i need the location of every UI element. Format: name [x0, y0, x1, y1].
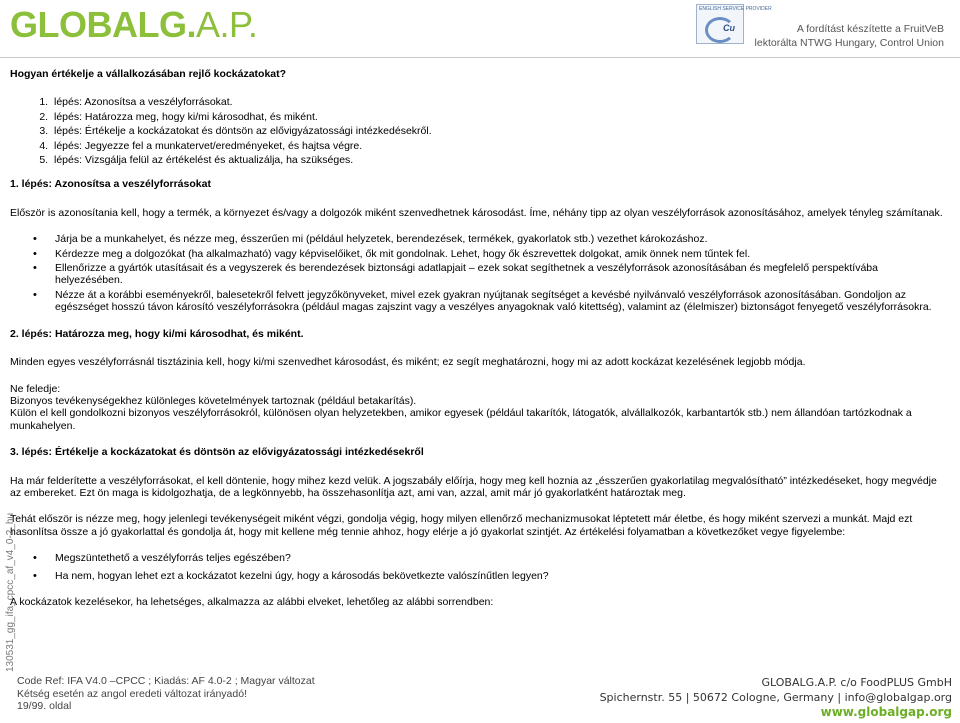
page-header [0, 0, 960, 56]
note-label: Ne feledje: [10, 382, 61, 395]
section3-paragraph: A kockázatok kezelésekor, ha lehetséges, alkalmazza az alábbi elveket, lehetőleg az alábbi sorrendben: [10, 595, 494, 608]
bullet-item: • Ha nem, hogyan lehet ezt a kockázatot kezelni úgy, hogy a károsodás bekövetkezte valószínűtlen legyen? [55, 570, 946, 582]
steps-list [10, 96, 946, 166]
section2-paragraph: Minden egyes veszélyforrásnál tisztázinia kell, hogy ki/mi szenvedhet károsodást, és miként; ez segít meghatározni, hogy mi az adott kockázat kezelésének legjobb módja. [10, 356, 806, 369]
translated-by: A fordítást készítette a FruitVeB [796, 23, 944, 35]
footer-right [600, 675, 952, 720]
section3-bullets [10, 552, 946, 582]
control-union-seal [696, 4, 772, 44]
footer-address: Spichernstr. 55 | 50672 Cologne, Germany | info@globalgap.org [599, 691, 952, 704]
note-line: Külön el kell gondolkozni bizonyos veszélyforrásokról, különösen olyan helyzetekben, amikor egyesek (például takarítók, látogatók, alvállalkozók, karbantartók stb.) nem állandóan tartózkodnak a munkahelyen. [10, 407, 912, 432]
footer-code-ref: Code Ref: IFA V4.0 –CPCC ; Kiadás: AF 4.0-2 ; Magyar változat [17, 675, 315, 687]
footer-doubt-note: Kétség esetén az angol eredeti változat irányadó! [17, 687, 247, 700]
logo-light: A.P. [195, 4, 258, 45]
bullet-item: • Kérdezze meg a dolgozókat (ha alkalmazható) vagy képviselőiket, ők mit gondolnak. Lehet, hogy ők észrevettek dolgokat, amik önnek nem tűntek fel. [55, 248, 946, 260]
bullet-item: • Nézze át a korábbi eseményekről, balesetekről felvett jegyzőkönyveket, mivel ezek gyakran nyújtanak segítséget a kevésbé nyilvánvaló veszélyforrások azonosításában. Gondoljon az egészséget hosszú távon károsító veszélyforrásokra (például magas zajszint vagy a veszélyes anyagoknak való kitettség), valamint az (élelmiszer) biztonságot fenyegető veszélyforrásokra. [55, 289, 946, 314]
proofread-by: lektorálta NTWG Hungary, Control Union [754, 37, 944, 49]
seal-text: ENGLISH SERVICE PROVIDER [699, 6, 772, 12]
section3-paragraph: Ha már felderítette a veszélyforrásokat, el kell döntenie, hogy mihez kezd velük. A jogszabály előírja, hogy meg kell hoznia az „ésszerűen gyakorlatilag megvalósítható” intézkedéseket, hogy megvédje az embereket. Ezt ön maga is kidolgozhatja, de a legkönnyebb, ha összehasonlítja azt, ami van, azzal, amit már jó gyakorlatként határoztak meg. [10, 474, 937, 499]
footer-organization: GLOBALG.A.P. c/o FoodPLUS GmbH [761, 676, 952, 689]
footer-website-link[interactable]: www.globalgap.org [820, 705, 952, 719]
step-item: 5. lépés: Vizsgálja felül az értékelést és aktualizálja, ha szükséges. [51, 154, 946, 166]
translation-credit [755, 22, 944, 50]
globalgap-logo [10, 4, 257, 46]
side-document-code: 130531_gg_ifa_cpcc_af_v4_0-2_hu [5, 512, 16, 672]
section3-title: 3. lépés: Értékelje a kockázatokat és döntsön az elővigyázatossági intézkedésekről [10, 446, 424, 459]
section1-paragraph: Először is azonosítania kell, hogy a termék, a környezet és/vagy a dolgozók miként szenvedhetnek károsodást. Íme, néhány tipp az olyan veszélyforrások azonosításához, amelyek tényleg számítanak. [10, 206, 943, 219]
intro-question: Hogyan értékelje a vállalkozásában rejlő kockázatokat? [10, 68, 287, 80]
step-item: 2. lépés: Határozza meg, hogy ki/mi károsodhat, és miként. [51, 111, 946, 123]
header-divider [0, 57, 960, 58]
footer-left [17, 675, 315, 713]
step-item: 1. lépés: Azonosítsa a veszélyforrásokat. [51, 96, 946, 108]
note-line: Bizonyos tevékenységekhez különleges követelmények tartoznak (például betakarítás). [10, 394, 417, 407]
section2-title: 2. lépés: Határozza meg, hogy ki/mi károsodhat, és miként. [10, 327, 304, 340]
step-item: 4. lépés: Jegyezze fel a munkatervet/eredményeket, és hajtsa végre. [51, 140, 946, 152]
section3-paragraph: Tehát először is nézze meg, hogy jelenlegi tevékenységeit miként végzi, gondolja végig, hogy milyen ellenőrző mechanizmusokat léptetett már életbe, és hogy miként szervezi a munkát. Majd ezt hasonlítsa össze a jó gyakorlattal és gondolja át, hogy mit kellene még tennie ahhoz, hogy elérje a jó gyakorlat szintjét. Az értékelési folyamatban a következőket vegye figyelembe: [10, 513, 913, 538]
bullet-item: • Megszüntethető a veszélyforrás teljes egészében? [55, 552, 946, 564]
footer-page-number: 19/99. oldal [17, 700, 72, 712]
step-item: 3. lépés: Értékelje a kockázatokat és döntsön az elővigyázatossági intézkedésekről. [51, 125, 946, 137]
logo-bold: GLOBALG. [10, 4, 196, 45]
bullet-item: • Járja be a munkahelyet, és nézze meg, ésszerűen mi (például helyzetek, berendezések, termékek, gyakorlatok stb.) vezethet károkozáshoz. [55, 233, 946, 245]
bullet-item: • Ellenőrizze a gyártók utasításait és a vegyszerek és berendezések biztonsági adatlapjait – ezek sokat segíthetnek a veszélyforrások azonosításában és megfelelő perspektívába helyezésében. [55, 262, 946, 287]
seal-mark: Cu [723, 23, 735, 33]
section1-bullets [10, 233, 946, 313]
section1-title: 1. lépés: Azonosítsa a veszélyforrásokat [10, 178, 211, 191]
document-body [10, 68, 946, 608]
